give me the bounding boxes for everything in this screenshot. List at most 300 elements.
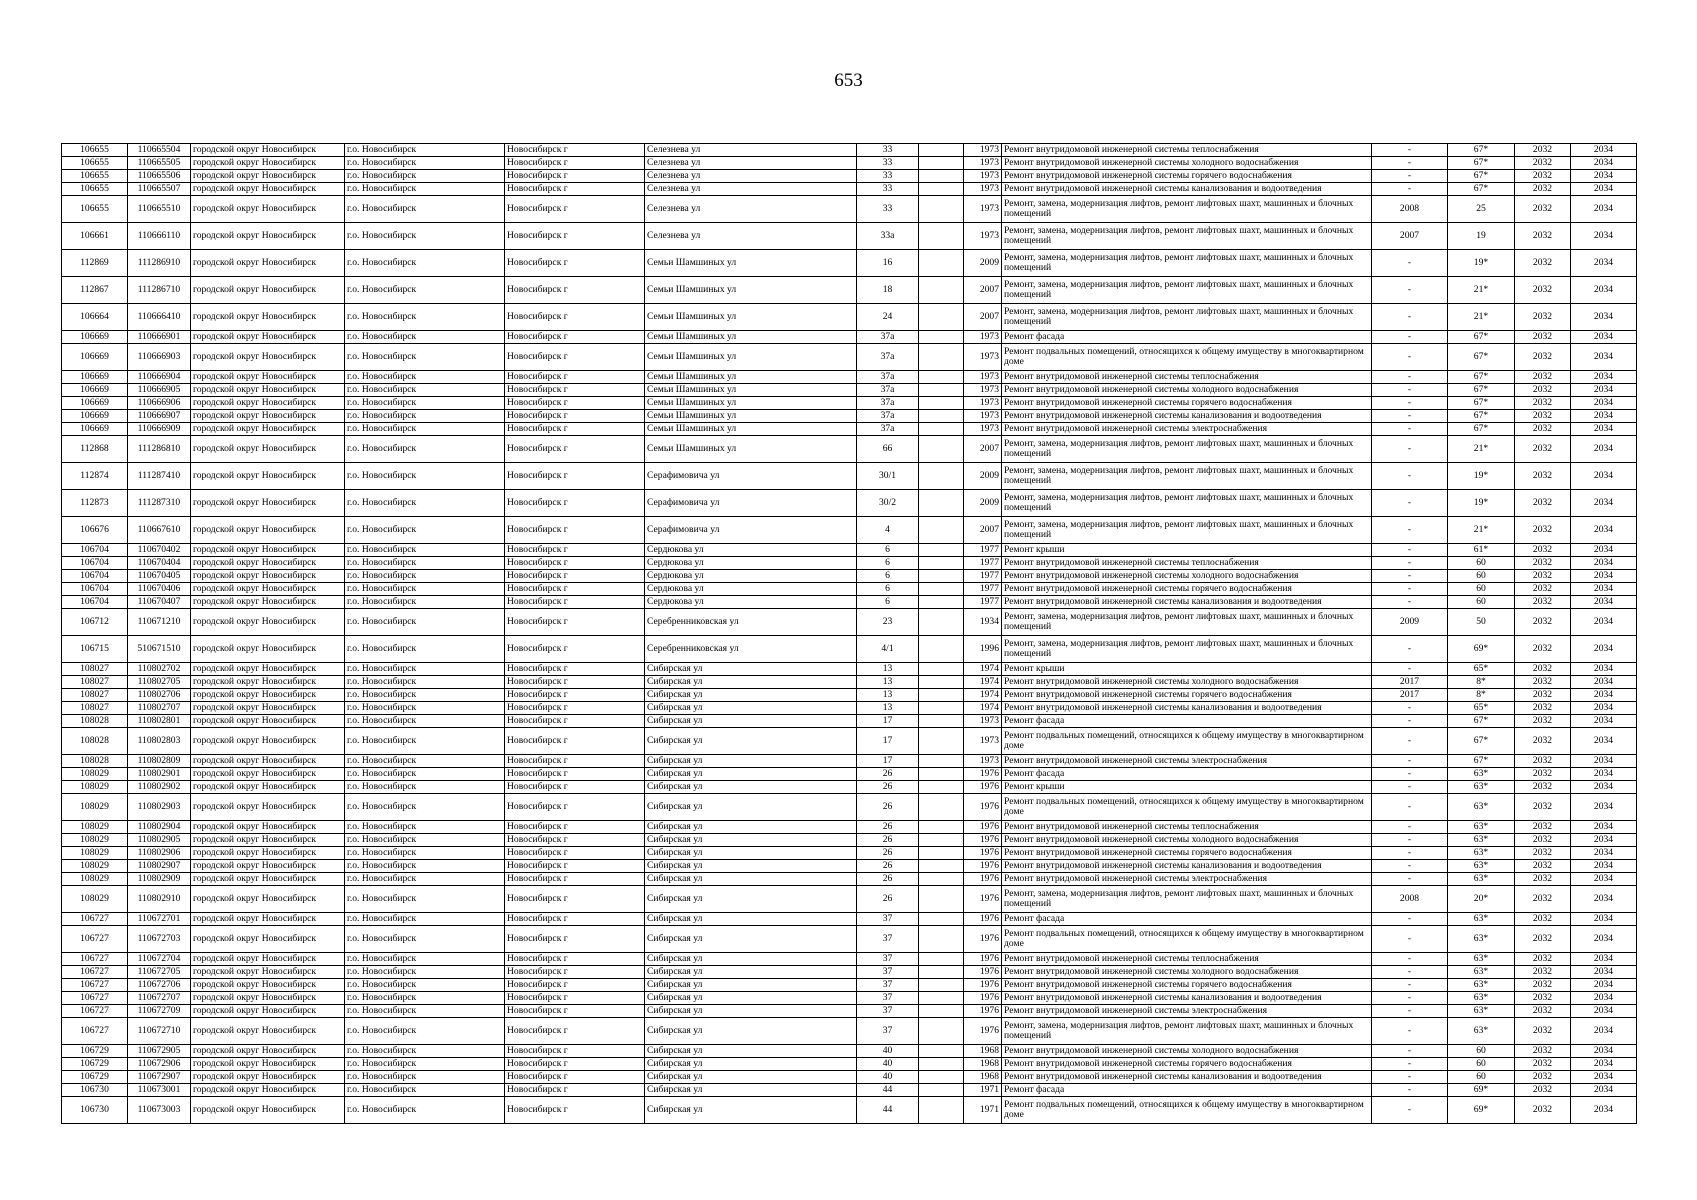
building-cell	[919, 596, 964, 609]
service-life-cell: 61*	[1448, 544, 1515, 557]
city-cell: Новосибирск г	[505, 860, 645, 873]
city-cell: Новосибирск г	[505, 953, 645, 966]
element-id-cell: 110666905	[128, 384, 191, 397]
city-cell: Новосибирск г	[505, 1045, 645, 1058]
build-year-cell: 1976	[964, 781, 1002, 794]
last-repair-year-cell: 2017	[1372, 689, 1448, 702]
house-number-cell: 26	[857, 886, 919, 913]
service-life-cell: 60	[1448, 583, 1515, 596]
last-repair-year-cell: -	[1372, 410, 1448, 423]
service-life-cell: 67*	[1448, 728, 1515, 755]
build-year-cell: 1974	[964, 676, 1002, 689]
settlement-cell: г.о. Новосибирск	[345, 966, 505, 979]
plan-start-year-cell: 2032	[1515, 157, 1571, 170]
plan-end-year-cell: 2034	[1571, 755, 1637, 768]
house-number-cell: 26	[857, 873, 919, 886]
element-id-cell: 110666901	[128, 331, 191, 344]
street-cell: Сибирская ул	[645, 966, 857, 979]
municipality-cell: городской округ Новосибирск	[191, 583, 345, 596]
settlement-cell: г.о. Новосибирск	[345, 157, 505, 170]
element-id-cell: 111287310	[128, 490, 191, 517]
build-year-cell: 1973	[964, 223, 1002, 250]
street-cell: Сибирская ул	[645, 834, 857, 847]
plan-end-year-cell: 2034	[1571, 583, 1637, 596]
street-cell: Семьи Шамшиных ул	[645, 331, 857, 344]
plan-start-year-cell: 2032	[1515, 371, 1571, 384]
settlement-cell: г.о. Новосибирск	[345, 144, 505, 157]
building-cell	[919, 344, 964, 371]
municipality-cell: городской округ Новосибирск	[191, 1097, 345, 1124]
plan-start-year-cell: 2032	[1515, 384, 1571, 397]
building-cell	[919, 794, 964, 821]
city-cell: Новосибирск г	[505, 715, 645, 728]
city-cell: Новосибирск г	[505, 676, 645, 689]
plan-end-year-cell: 2034	[1571, 250, 1637, 277]
element-id-cell: 111286810	[128, 436, 191, 463]
house-number-cell: 26	[857, 768, 919, 781]
plan-start-year-cell: 2032	[1515, 966, 1571, 979]
city-cell: Новосибирск г	[505, 344, 645, 371]
city-cell: Новосибирск г	[505, 463, 645, 490]
work-type-cell: Ремонт внутридомовой инженерной системы канализования и водоотведения	[1002, 183, 1372, 196]
house-number-cell: 33а	[857, 223, 919, 250]
plan-start-year-cell: 2032	[1515, 609, 1571, 636]
object-id-cell: 106727	[62, 913, 128, 926]
city-cell: Новосибирск г	[505, 397, 645, 410]
build-year-cell: 1973	[964, 170, 1002, 183]
municipality-cell: городской округ Новосибирск	[191, 517, 345, 544]
last-repair-year-cell: -	[1372, 1097, 1448, 1124]
building-cell	[919, 913, 964, 926]
plan-start-year-cell: 2032	[1515, 596, 1571, 609]
object-id-cell: 106669	[62, 423, 128, 436]
table-row	[62, 544, 1637, 557]
plan-end-year-cell: 2034	[1571, 926, 1637, 953]
municipality-cell: городской округ Новосибирск	[191, 794, 345, 821]
service-life-cell: 63*	[1448, 821, 1515, 834]
last-repair-year-cell: -	[1372, 183, 1448, 196]
plan-end-year-cell: 2034	[1571, 636, 1637, 663]
object-id-cell: 106661	[62, 223, 128, 250]
last-repair-year-cell: -	[1372, 570, 1448, 583]
municipality-cell: городской округ Новосибирск	[191, 410, 345, 423]
table-row	[62, 423, 1637, 436]
house-number-cell: 18	[857, 277, 919, 304]
service-life-cell: 63*	[1448, 794, 1515, 821]
element-id-cell: 110802803	[128, 728, 191, 755]
work-type-cell: Ремонт, замена, модернизация лифтов, ремонт лифтовых шахт, машинных и блочных помещений	[1002, 196, 1372, 223]
object-id-cell: 106727	[62, 966, 128, 979]
plan-start-year-cell: 2032	[1515, 1084, 1571, 1097]
plan-start-year-cell: 2032	[1515, 170, 1571, 183]
last-repair-year-cell: -	[1372, 834, 1448, 847]
table-row	[62, 689, 1637, 702]
table-row	[62, 755, 1637, 768]
service-life-cell: 60	[1448, 1071, 1515, 1084]
plan-start-year-cell: 2032	[1515, 544, 1571, 557]
work-type-cell: Ремонт внутридомовой инженерной системы горячего водоснабжения	[1002, 979, 1372, 992]
build-year-cell: 1976	[964, 768, 1002, 781]
service-life-cell: 19	[1448, 223, 1515, 250]
city-cell: Новосибирск г	[505, 609, 645, 636]
settlement-cell: г.о. Новосибирск	[345, 794, 505, 821]
plan-end-year-cell: 2034	[1571, 663, 1637, 676]
object-id-cell: 106655	[62, 170, 128, 183]
building-cell	[919, 583, 964, 596]
service-life-cell: 67*	[1448, 715, 1515, 728]
last-repair-year-cell: -	[1372, 715, 1448, 728]
table-row	[62, 397, 1637, 410]
settlement-cell: г.о. Новосибирск	[345, 183, 505, 196]
municipality-cell: городской округ Новосибирск	[191, 1005, 345, 1018]
house-number-cell: 13	[857, 702, 919, 715]
settlement-cell: г.о. Новосибирск	[345, 196, 505, 223]
build-year-cell: 1973	[964, 144, 1002, 157]
work-type-cell: Ремонт, замена, модернизация лифтов, ремонт лифтовых шахт, машинных и блочных помещений	[1002, 490, 1372, 517]
service-life-cell: 63*	[1448, 992, 1515, 1005]
city-cell: Новосибирск г	[505, 250, 645, 277]
street-cell: Сибирская ул	[645, 926, 857, 953]
street-cell: Семьи Шамшиных ул	[645, 436, 857, 463]
house-number-cell: 26	[857, 794, 919, 821]
municipality-cell: городской округ Новосибирск	[191, 728, 345, 755]
settlement-cell: г.о. Новосибирск	[345, 873, 505, 886]
building-cell	[919, 436, 964, 463]
plan-start-year-cell: 2032	[1515, 715, 1571, 728]
table-row	[62, 517, 1637, 544]
city-cell: Новосибирск г	[505, 183, 645, 196]
object-id-cell: 112868	[62, 436, 128, 463]
element-id-cell: 110665507	[128, 183, 191, 196]
element-id-cell: 111286910	[128, 250, 191, 277]
plan-end-year-cell: 2034	[1571, 834, 1637, 847]
municipality-cell: городской округ Новосибирск	[191, 755, 345, 768]
build-year-cell: 1973	[964, 397, 1002, 410]
build-year-cell: 1974	[964, 702, 1002, 715]
plan-end-year-cell: 2034	[1571, 423, 1637, 436]
municipality-cell: городской округ Новосибирск	[191, 1084, 345, 1097]
plan-start-year-cell: 2032	[1515, 689, 1571, 702]
build-year-cell: 1976	[964, 992, 1002, 1005]
house-number-cell: 13	[857, 676, 919, 689]
last-repair-year-cell: -	[1372, 371, 1448, 384]
building-cell	[919, 490, 964, 517]
plan-end-year-cell: 2034	[1571, 557, 1637, 570]
build-year-cell: 2009	[964, 463, 1002, 490]
object-id-cell: 106655	[62, 157, 128, 170]
street-cell: Сибирская ул	[645, 755, 857, 768]
city-cell: Новосибирск г	[505, 755, 645, 768]
element-id-cell: 110665506	[128, 170, 191, 183]
service-life-cell: 67*	[1448, 331, 1515, 344]
city-cell: Новосибирск г	[505, 926, 645, 953]
work-type-cell: Ремонт, замена, модернизация лифтов, ремонт лифтовых шахт, машинных и блочных помещений	[1002, 250, 1372, 277]
object-id-cell: 112874	[62, 463, 128, 490]
house-number-cell: 26	[857, 834, 919, 847]
last-repair-year-cell: -	[1372, 966, 1448, 979]
house-number-cell: 40	[857, 1058, 919, 1071]
house-number-cell: 37а	[857, 397, 919, 410]
city-cell: Новосибирск г	[505, 583, 645, 596]
settlement-cell: г.о. Новосибирск	[345, 304, 505, 331]
plan-start-year-cell: 2032	[1515, 304, 1571, 331]
building-cell	[919, 463, 964, 490]
element-id-cell: 110802910	[128, 886, 191, 913]
municipality-cell: городской округ Новосибирск	[191, 689, 345, 702]
city-cell: Новосибирск г	[505, 873, 645, 886]
object-id-cell: 106704	[62, 557, 128, 570]
settlement-cell: г.о. Новосибирск	[345, 926, 505, 953]
build-year-cell: 1973	[964, 423, 1002, 436]
work-type-cell: Ремонт внутридомовой инженерной системы теплоснабжения	[1002, 953, 1372, 966]
object-id-cell: 112869	[62, 250, 128, 277]
element-id-cell: 110802903	[128, 794, 191, 821]
plan-start-year-cell: 2032	[1515, 834, 1571, 847]
street-cell: Сибирская ул	[645, 847, 857, 860]
plan-end-year-cell: 2034	[1571, 702, 1637, 715]
work-type-cell: Ремонт подвальных помещений, относящихся к общему имуществу в многоквартирном доме	[1002, 926, 1372, 953]
object-id-cell: 106729	[62, 1071, 128, 1084]
last-repair-year-cell: 2007	[1372, 223, 1448, 250]
table-row	[62, 170, 1637, 183]
table-row	[62, 144, 1637, 157]
object-id-cell: 108028	[62, 715, 128, 728]
work-type-cell: Ремонт внутридомовой инженерной системы горячего водоснабжения	[1002, 689, 1372, 702]
work-type-cell: Ремонт подвальных помещений, относящихся к общему имуществу в многоквартирном доме	[1002, 728, 1372, 755]
settlement-cell: г.о. Новосибирск	[345, 768, 505, 781]
object-id-cell: 106704	[62, 596, 128, 609]
house-number-cell: 26	[857, 847, 919, 860]
building-cell	[919, 966, 964, 979]
settlement-cell: г.о. Новосибирск	[345, 371, 505, 384]
settlement-cell: г.о. Новосибирск	[345, 463, 505, 490]
object-id-cell: 108027	[62, 663, 128, 676]
service-life-cell: 8*	[1448, 689, 1515, 702]
plan-end-year-cell: 2034	[1571, 223, 1637, 250]
settlement-cell: г.о. Новосибирск	[345, 490, 505, 517]
street-cell: Селезнева ул	[645, 144, 857, 157]
table-row	[62, 1084, 1637, 1097]
house-number-cell: 26	[857, 860, 919, 873]
service-life-cell: 65*	[1448, 702, 1515, 715]
build-year-cell: 1976	[964, 873, 1002, 886]
element-id-cell: 110802909	[128, 873, 191, 886]
element-id-cell: 110666907	[128, 410, 191, 423]
work-type-cell: Ремонт внутридомовой инженерной системы теплоснабжения	[1002, 144, 1372, 157]
street-cell: Сибирская ул	[645, 1058, 857, 1071]
building-cell	[919, 781, 964, 794]
municipality-cell: городской округ Новосибирск	[191, 304, 345, 331]
plan-end-year-cell: 2034	[1571, 436, 1637, 463]
work-type-cell: Ремонт фасада	[1002, 331, 1372, 344]
object-id-cell: 106655	[62, 183, 128, 196]
building-cell	[919, 821, 964, 834]
plan-end-year-cell: 2034	[1571, 490, 1637, 517]
building-cell	[919, 715, 964, 728]
last-repair-year-cell: -	[1372, 544, 1448, 557]
plan-start-year-cell: 2032	[1515, 768, 1571, 781]
city-cell: Новосибирск г	[505, 1071, 645, 1084]
last-repair-year-cell: -	[1372, 755, 1448, 768]
last-repair-year-cell: -	[1372, 1084, 1448, 1097]
last-repair-year-cell: -	[1372, 517, 1448, 544]
street-cell: Сибирская ул	[645, 913, 857, 926]
last-repair-year-cell: -	[1372, 1005, 1448, 1018]
work-type-cell: Ремонт внутридомовой инженерной системы горячего водоснабжения	[1002, 847, 1372, 860]
plan-start-year-cell: 2032	[1515, 926, 1571, 953]
plan-end-year-cell: 2034	[1571, 570, 1637, 583]
table-row	[62, 979, 1637, 992]
plan-end-year-cell: 2034	[1571, 1071, 1637, 1084]
element-id-cell: 110672907	[128, 1071, 191, 1084]
object-id-cell: 112867	[62, 277, 128, 304]
build-year-cell: 1977	[964, 544, 1002, 557]
settlement-cell: г.о. Новосибирск	[345, 860, 505, 873]
element-id-cell: 110672709	[128, 1005, 191, 1018]
building-cell	[919, 689, 964, 702]
city-cell: Новосибирск г	[505, 436, 645, 463]
element-id-cell: 110802907	[128, 860, 191, 873]
last-repair-year-cell: -	[1372, 781, 1448, 794]
service-life-cell: 63*	[1448, 860, 1515, 873]
service-life-cell: 67*	[1448, 755, 1515, 768]
plan-start-year-cell: 2032	[1515, 781, 1571, 794]
service-life-cell: 63*	[1448, 913, 1515, 926]
plan-start-year-cell: 2032	[1515, 570, 1571, 583]
table-row	[62, 583, 1637, 596]
building-cell	[919, 544, 964, 557]
house-number-cell: 44	[857, 1097, 919, 1124]
settlement-cell: г.о. Новосибирск	[345, 715, 505, 728]
last-repair-year-cell: -	[1372, 304, 1448, 331]
last-repair-year-cell: -	[1372, 821, 1448, 834]
work-type-cell: Ремонт, замена, модернизация лифтов, ремонт лифтовых шахт, машинных и блочных помещений	[1002, 463, 1372, 490]
city-cell: Новосибирск г	[505, 517, 645, 544]
plan-end-year-cell: 2034	[1571, 170, 1637, 183]
build-year-cell: 1976	[964, 834, 1002, 847]
building-cell	[919, 663, 964, 676]
object-id-cell: 108029	[62, 873, 128, 886]
settlement-cell: г.о. Новосибирск	[345, 847, 505, 860]
last-repair-year-cell: -	[1372, 702, 1448, 715]
city-cell: Новосибирск г	[505, 834, 645, 847]
plan-end-year-cell: 2034	[1571, 596, 1637, 609]
element-id-cell: 110802706	[128, 689, 191, 702]
plan-end-year-cell: 2034	[1571, 979, 1637, 992]
work-type-cell: Ремонт, замена, модернизация лифтов, ремонт лифтовых шахт, машинных и блочных помещений	[1002, 517, 1372, 544]
building-cell	[919, 992, 964, 1005]
last-repair-year-cell: -	[1372, 794, 1448, 821]
table-row	[62, 436, 1637, 463]
element-id-cell: 110665504	[128, 144, 191, 157]
plan-start-year-cell: 2032	[1515, 557, 1571, 570]
table-row	[62, 676, 1637, 689]
element-id-cell: 110670405	[128, 570, 191, 583]
build-year-cell: 1973	[964, 755, 1002, 768]
settlement-cell: г.о. Новосибирск	[345, 170, 505, 183]
last-repair-year-cell: -	[1372, 583, 1448, 596]
table-row	[62, 596, 1637, 609]
service-life-cell: 60	[1448, 1045, 1515, 1058]
street-cell: Сибирская ул	[645, 689, 857, 702]
service-life-cell: 19*	[1448, 250, 1515, 277]
build-year-cell: 1976	[964, 979, 1002, 992]
building-cell	[919, 371, 964, 384]
work-type-cell: Ремонт внутридомовой инженерной системы теплоснабжения	[1002, 557, 1372, 570]
street-cell: Сибирская ул	[645, 715, 857, 728]
object-id-cell: 108028	[62, 728, 128, 755]
build-year-cell: 1973	[964, 196, 1002, 223]
street-cell: Селезнева ул	[645, 196, 857, 223]
object-id-cell: 106729	[62, 1045, 128, 1058]
work-type-cell: Ремонт, замена, модернизация лифтов, ремонт лифтовых шахт, машинных и блочных помещений	[1002, 609, 1372, 636]
object-id-cell: 108029	[62, 768, 128, 781]
city-cell: Новосибирск г	[505, 886, 645, 913]
settlement-cell: г.о. Новосибирск	[345, 663, 505, 676]
street-cell: Сибирская ул	[645, 728, 857, 755]
last-repair-year-cell: -	[1372, 1018, 1448, 1045]
page-number: 653	[834, 70, 863, 91]
object-id-cell: 106664	[62, 304, 128, 331]
table-row	[62, 157, 1637, 170]
city-cell: Новосибирск г	[505, 570, 645, 583]
plan-end-year-cell: 2034	[1571, 689, 1637, 702]
build-year-cell: 1977	[964, 583, 1002, 596]
building-cell	[919, 1058, 964, 1071]
building-cell	[919, 157, 964, 170]
work-type-cell: Ремонт подвальных помещений, относящихся к общему имуществу в многоквартирном доме	[1002, 344, 1372, 371]
street-cell: Семьи Шамшиных ул	[645, 397, 857, 410]
element-id-cell: 110666906	[128, 397, 191, 410]
house-number-cell: 26	[857, 781, 919, 794]
city-cell: Новосибирск г	[505, 490, 645, 517]
plan-start-year-cell: 2032	[1515, 992, 1571, 1005]
work-type-cell: Ремонт внутридомовой инженерной системы канализования и водоотведения	[1002, 860, 1372, 873]
settlement-cell: г.о. Новосибирск	[345, 223, 505, 250]
municipality-cell: городской округ Новосибирск	[191, 371, 345, 384]
house-number-cell: 33	[857, 183, 919, 196]
plan-end-year-cell: 2034	[1571, 1097, 1637, 1124]
building-cell	[919, 1097, 964, 1124]
build-year-cell: 1968	[964, 1071, 1002, 1084]
plan-end-year-cell: 2034	[1571, 144, 1637, 157]
municipality-cell: городской округ Новосибирск	[191, 170, 345, 183]
table-row	[62, 992, 1637, 1005]
municipality-cell: городской округ Новосибирск	[191, 979, 345, 992]
work-type-cell: Ремонт внутридомовой инженерной системы канализования и водоотведения	[1002, 992, 1372, 1005]
house-number-cell: 37	[857, 913, 919, 926]
service-life-cell: 25	[1448, 196, 1515, 223]
city-cell: Новосибирск г	[505, 966, 645, 979]
last-repair-year-cell: -	[1372, 728, 1448, 755]
build-year-cell: 1976	[964, 860, 1002, 873]
object-id-cell: 106669	[62, 397, 128, 410]
street-cell: Сибирская ул	[645, 1045, 857, 1058]
object-id-cell: 112873	[62, 490, 128, 517]
object-id-cell: 106727	[62, 953, 128, 966]
work-type-cell: Ремонт, замена, модернизация лифтов, ремонт лифтовых шахт, машинных и блочных помещений	[1002, 277, 1372, 304]
plan-end-year-cell: 2034	[1571, 992, 1637, 1005]
build-year-cell: 1973	[964, 410, 1002, 423]
building-cell	[919, 636, 964, 663]
settlement-cell: г.о. Новосибирск	[345, 821, 505, 834]
element-id-cell: 110672703	[128, 926, 191, 953]
element-id-cell: 110802901	[128, 768, 191, 781]
element-id-cell: 110666903	[128, 344, 191, 371]
service-life-cell: 63*	[1448, 926, 1515, 953]
street-cell: Сибирская ул	[645, 1071, 857, 1084]
element-id-cell: 110673001	[128, 1084, 191, 1097]
